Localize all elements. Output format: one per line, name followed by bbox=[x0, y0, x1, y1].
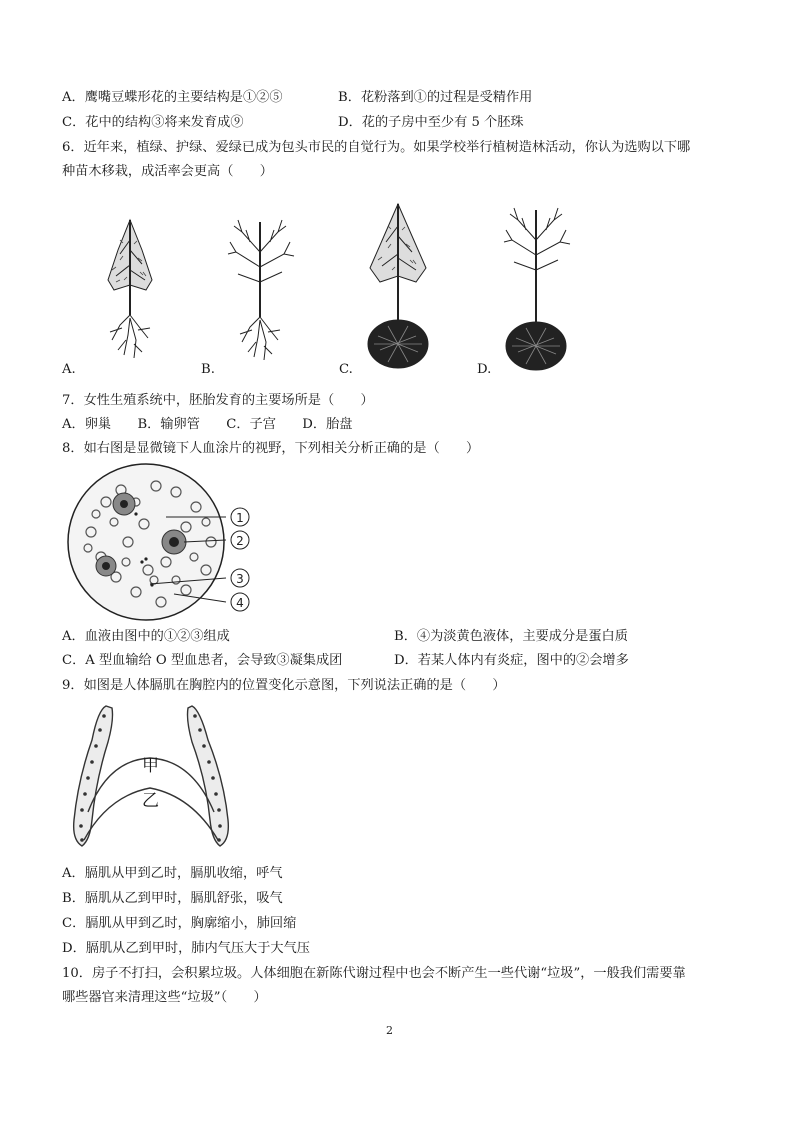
q8-option-d: D．若某人体内有炎症，图中的②会增多 bbox=[394, 653, 629, 668]
page-number: 2 bbox=[386, 1024, 393, 1037]
q8-option-a: A．血液由图中的①②③组成 bbox=[62, 629, 230, 644]
q8-stem: 8．如右图是显微镜下人血涂片的视野，下列相关分析正确的是（ ） bbox=[62, 441, 480, 456]
q5-option-d: D．花的子房中至少有 5 个胚珠 bbox=[338, 115, 524, 130]
q9-option-a: A．膈肌从甲到乙时，膈肌收缩，呼气 bbox=[62, 866, 283, 881]
q9-option-b: B．膈肌从乙到甲时，膈肌舒张，吸气 bbox=[62, 891, 283, 906]
q6-label-c: C. bbox=[339, 362, 353, 377]
q8-option-c: C．A 型血输给 O 型血患者，会导致③凝集成团 bbox=[62, 653, 343, 668]
q10-stem-line1: 10．房子不打扫，会积累垃圾。人体细胞在新陈代谢过程中也会不断产生一些代谢“垃圾”，一般我们需要靠 bbox=[62, 966, 686, 981]
q6-label-b: B. bbox=[201, 362, 215, 377]
diaphragm-label-jia: 甲 bbox=[142, 756, 159, 776]
q9-stem: 9．如图是人体膈肌在胸腔内的位置变化示意图，下列说法正确的是（ ） bbox=[62, 678, 506, 693]
q6-stem-line1: 6．近年来，植绿、护绿、爱绿已成为包头市民的自觉行为。如果学校举行植树造林活动，你认为选购以下哪 bbox=[62, 140, 691, 155]
q5-option-c: C．花中的结构③将来发育成⑨ bbox=[62, 115, 244, 130]
svg-text:2: 2 bbox=[236, 534, 244, 548]
q8-option-b: B．④为淡黄色液体，主要成分是蛋白质 bbox=[394, 629, 628, 644]
q5-option-b: B．花粉落到①的过程是受精作用 bbox=[338, 90, 533, 105]
diaphragm-label-yi: 乙 bbox=[142, 791, 159, 811]
blood-smear-figure bbox=[66, 462, 266, 622]
tree-c-figure bbox=[358, 196, 438, 372]
q5-option-a: A．鹰嘴豆蝶形花的主要结构是①②⑤ bbox=[62, 90, 283, 105]
q6-label-a: A. bbox=[62, 362, 76, 377]
q7-stem: 7．女性生殖系统中，胚胎发育的主要场所是（ ） bbox=[62, 393, 374, 408]
q9-option-d: D．膈肌从乙到甲时，肺内气压大于大气压 bbox=[62, 941, 310, 956]
q10-stem-line2: 哪些器官来清理这些“垃圾”（ ） bbox=[62, 990, 267, 1005]
tree-d-figure bbox=[496, 200, 576, 372]
svg-text:1: 1 bbox=[236, 511, 244, 525]
tree-a-figure bbox=[90, 210, 170, 370]
q6-stem-line2: 种苗木移栽，成活率会更高（ ） bbox=[62, 164, 273, 179]
tree-b-figure bbox=[220, 212, 300, 372]
svg-text:4: 4 bbox=[236, 596, 244, 610]
svg-text:3: 3 bbox=[236, 572, 244, 586]
q7-options: A．卵巢 B．输卵管 C．子宫 D．胎盘 bbox=[62, 417, 353, 432]
q9-option-c: C．膈肌从甲到乙时，胸廓缩小，肺回缩 bbox=[62, 916, 297, 931]
q6-label-d: D. bbox=[477, 362, 492, 377]
